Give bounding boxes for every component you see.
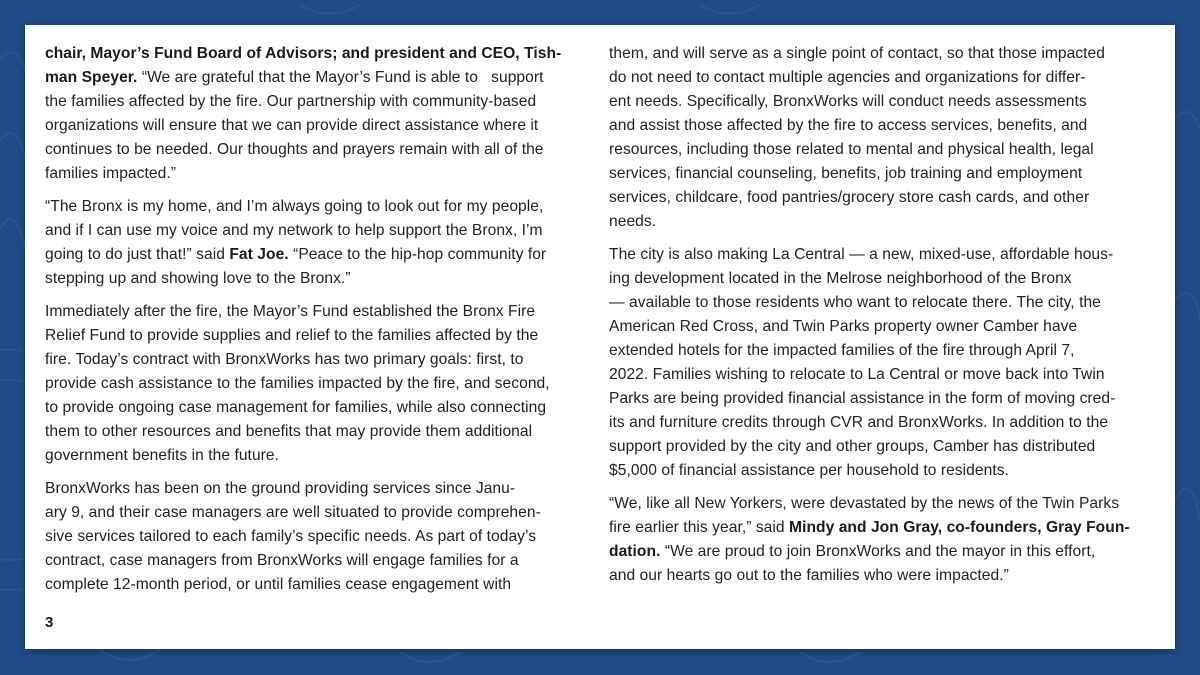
paragraph [45,477,591,597]
text-line: services, childcare, food pantries/grocery store cash cards, and other [609,189,1090,206]
bold-attribution: dation. [609,543,661,560]
text-line: complete 12-month period, or until families cease engagement with [45,576,512,593]
text-line: provide cash assistance to the families impacted by the fire, and second, [45,375,550,392]
bold-attribution: chair, Mayor’s Fund Board of Advisors; and president and CEO, Tish- [45,45,562,62]
text-line: $5,000 of financial assistance per household to residents. [609,462,1009,479]
paragraph [45,195,591,291]
text-line: fire earlier this year,” said [609,519,790,536]
paragraph [45,42,591,186]
text-line: do not need to contact multiple agencies and organizations for differ- [609,69,1086,86]
right-column [609,42,1157,597]
text-line: government benefits in the future. [45,447,280,464]
text-line: the families affected by the fire. Our partnership with community-based [45,93,537,110]
text-line: “We are grateful that the Mayor’s Fund is able to support [137,69,544,86]
text-line: stepping up and showing love to the Bronx.” [45,270,351,287]
text-line: ing development located in the Melrose neighborhood of the Bronx [609,270,1072,287]
text-line: continues to be needed. Our thoughts and prayers remain with all of the [45,141,544,158]
text-line: Relief Fund to provide supplies and relief to the families affected by the [45,327,539,344]
text-line: and assist those affected by the fire to access services, benefits, and [609,117,1088,134]
text-line: organizations will ensure that we can provide direct assistance where it [45,117,539,134]
left-column [45,42,591,606]
text-line: families impacted.” [45,165,176,182]
text-line: “We, like all New Yorkers, were devastated by the news of the Twin Parks [609,495,1120,512]
text-line: going to do just that!” said [45,246,230,263]
text-line: Parks are being provided financial assistance in the form of moving cred- [609,390,1116,407]
text-line: extended hotels for the impacted families of the fire through April 7, [609,342,1075,359]
text-line: ary 9, and their case managers are well situated to provide comprehen- [45,504,541,521]
text-line: “The Bronx is my home, and I’m always going to look out for my people, [45,198,544,215]
text-line: and our hearts go out to the families who were impacted.” [609,567,1009,584]
text-line: 2022. Families wishing to relocate to La Central or move back into Twin [609,366,1105,383]
text-line: needs. [609,213,657,230]
page-number: 3 [45,614,54,631]
text-line: its and furniture credits through CVR and BronxWorks. In addition to the [609,414,1109,431]
text-line: ent needs. Specifically, BronxWorks will conduct needs assessments [609,93,1087,110]
paragraph [609,243,1157,483]
text-line: support provided by the city and other groups, Camber has distributed [609,438,1096,455]
text-line: sive services tailored to each family’s specific needs. As part of today’s [45,528,537,545]
paragraph [45,300,591,468]
text-line: “We are proud to join BronxWorks and the mayor in this effort, [660,543,1096,560]
text-line: and if I can use my voice and my network to help support the Bronx, I’m [45,222,543,239]
text-line: Immediately after the fire, the Mayor’s Fund established the Bronx Fire [45,303,536,320]
text-line: them to other resources and benefits that may provide them additional [45,423,533,440]
text-line: them, and will serve as a single point of contact, so that those impacted [609,45,1105,62]
text-line: contract, case managers from BronxWorks will engage families for a [45,552,519,569]
paragraph [609,492,1157,588]
document-page [25,25,1175,649]
text-line: to provide ongoing case management for families, while also connecting [45,399,547,416]
text-line: services, financial counseling, benefits, job training and employment [609,165,1083,182]
text-line: — available to those residents who want to relocate there. The city, the [609,294,1101,311]
text-line: The city is also making La Central — a new, mixed-use, affordable hous- [609,246,1114,263]
text-line: resources, including those related to mental and physical health, legal [609,141,1094,158]
bold-attribution: man Speyer. [45,69,138,86]
bold-attribution: Mindy and Jon Gray, co-founders, Gray Foun- [789,519,1130,536]
bold-attribution: Fat Joe. [229,246,289,263]
paragraph [609,42,1157,234]
text-line: BronxWorks has been on the ground providing services since Janu- [45,480,516,497]
text-line: fire. Today’s contract with BronxWorks has two primary goals: first, to [45,351,524,368]
text-line: “Peace to the hip-hop community for [288,246,547,263]
text-line: American Red Cross, and Twin Parks property owner Camber have [609,318,1078,335]
